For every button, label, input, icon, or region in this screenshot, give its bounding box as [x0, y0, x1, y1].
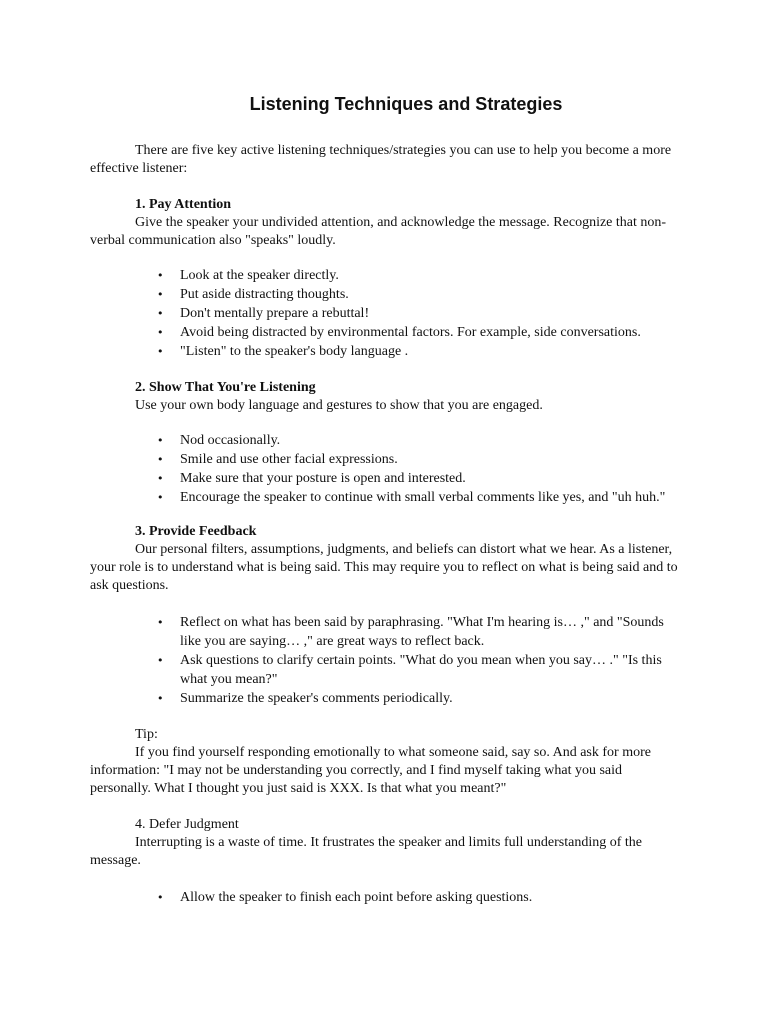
- list-item: • Nod occasionally.: [157, 433, 281, 448]
- section-4-body: Interrupting is a waste of time. It frustrates the speaker and limits full understanding of the message.: [90, 835, 642, 868]
- list-item: • Avoid being distracted by environmental factors. For example, side conversations.: [157, 325, 641, 340]
- section-1-body: Give the speaker your undivided attention, and acknowledge the message. Recognize that non-verbal communication also "speaks" loudly.: [90, 215, 667, 248]
- bullet-icon: •: [157, 472, 164, 485]
- section-1-list: [90, 266, 684, 361]
- list-item: • "Listen" to the speaker's body language .: [157, 344, 409, 359]
- bullet-icon: •: [157, 345, 164, 358]
- list-item: • Don't mentally prepare a rebuttal!: [157, 306, 370, 321]
- bullet-icon: •: [157, 692, 164, 705]
- list-item: • Ask questions to clarify certain points. "What do you mean when you say… ." "Is this what you mean?": [157, 653, 662, 687]
- list-item: • Summarize the speaker's comments periodically.: [157, 691, 453, 706]
- list-item: • Put aside distracting thoughts.: [157, 287, 349, 302]
- section-2-list: [90, 431, 684, 507]
- bullet-icon: •: [157, 654, 164, 667]
- section-3-body: Our personal filters, assumptions, judgments, and beliefs can distort what we hear. As a listener, your role is to understand what is being said. This may require you to reflect on what is being said and to ask questions.: [90, 542, 678, 593]
- bullet-icon: •: [157, 491, 164, 504]
- list-item: • Smile and use other facial expressions.: [157, 452, 398, 467]
- bullet-icon: •: [157, 326, 164, 339]
- bullet-icon: •: [157, 616, 164, 629]
- list-item: • Encourage the speaker to continue with small verbal comments like yes, and "uh huh.": [157, 490, 666, 505]
- section-2-body: Use your own body language and gestures to show that you are engaged.: [135, 398, 543, 413]
- tip-label: Tip:: [135, 727, 158, 742]
- bullet-icon: •: [157, 269, 164, 282]
- section-2-heading: 2. Show That You're Listening: [135, 380, 316, 395]
- list-item: • Look at the speaker directly.: [157, 268, 339, 283]
- document-title: Listening Techniques and Strategies: [249, 94, 563, 114]
- bullet-icon: •: [157, 453, 164, 466]
- section-3-list: [90, 613, 684, 708]
- section-1-heading: 1. Pay Attention: [135, 197, 232, 212]
- section-3-heading: 3. Provide Feedback: [135, 524, 257, 539]
- list-item: • Reflect on what has been said by paraphrasing. "What I'm hearing is… ," and "Sounds like you are saying… ," are great ways to reflect back.: [157, 615, 664, 649]
- list-item: • Allow the speaker to finish each point before asking questions.: [157, 890, 533, 905]
- list-item: • Make sure that your posture is open and interested.: [157, 471, 466, 486]
- tip-body: If you find yourself responding emotionally to what someone said, say so. And ask for more information: "I may not be understanding you correctly, and I find myself taking what you said personally. What I thought you just said is XXX. Is that what you meant?": [90, 745, 651, 796]
- section-4-heading: 4. Defer Judgment: [135, 817, 239, 832]
- bullet-icon: •: [157, 434, 164, 447]
- intro-paragraph: There are five key active listening techniques/strategies you can use to help you become a more effective listener:: [90, 143, 672, 176]
- bullet-icon: •: [157, 288, 164, 301]
- section-4-list: [90, 888, 684, 907]
- bullet-icon: •: [157, 891, 164, 904]
- bullet-icon: •: [157, 307, 164, 320]
- document-body: [90, 142, 684, 907]
